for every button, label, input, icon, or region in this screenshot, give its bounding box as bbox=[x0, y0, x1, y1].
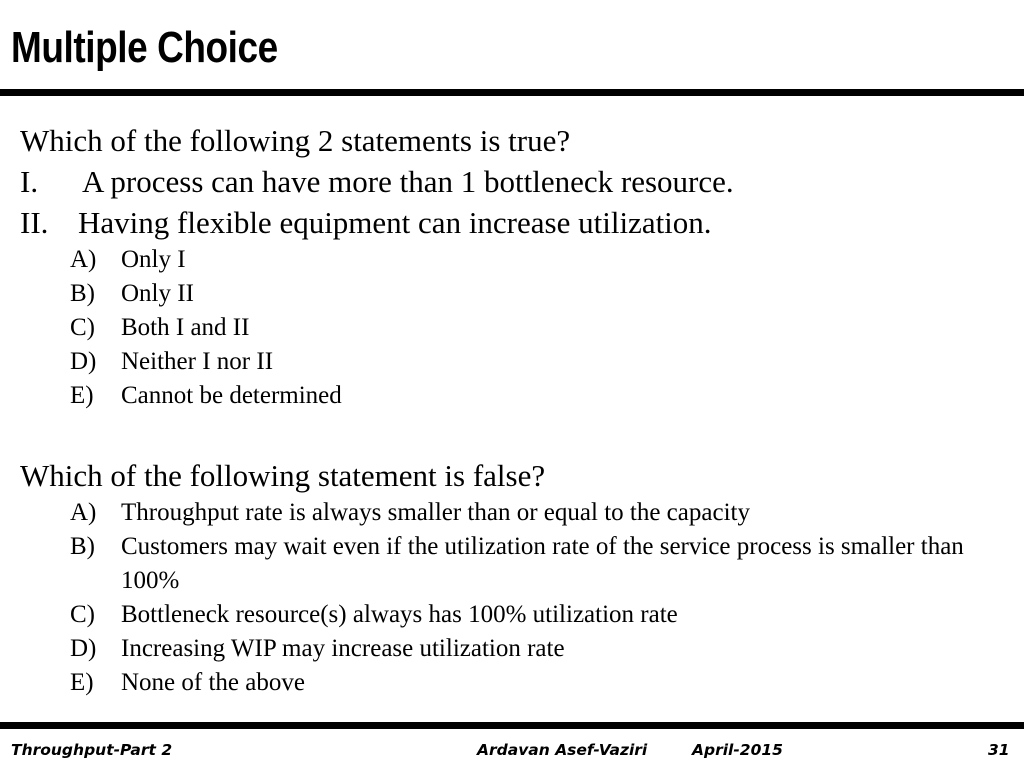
option-text: Customers may wait even if the utilization rate of the service process is smaller than 100% bbox=[121, 533, 964, 594]
answer-option bbox=[20, 632, 1020, 666]
footer-divider bbox=[0, 722, 1024, 729]
answer-option bbox=[20, 311, 1020, 345]
question-2-options bbox=[20, 496, 1020, 700]
question-spacer bbox=[20, 413, 1020, 455]
statement-2 bbox=[20, 202, 1020, 243]
answer-option bbox=[20, 666, 1020, 700]
answer-option bbox=[20, 530, 1020, 598]
answer-option bbox=[20, 496, 1020, 530]
option-text: Cannot be determined bbox=[121, 382, 342, 409]
option-text: Throughput rate is always smaller than or equal to the capacity bbox=[121, 499, 750, 526]
title-divider bbox=[0, 89, 1024, 96]
option-letter: A) bbox=[70, 246, 97, 273]
statement-number: I. bbox=[20, 164, 39, 199]
page-number: 31 bbox=[988, 741, 1010, 759]
option-text: Both I and II bbox=[121, 314, 250, 341]
question-1-options bbox=[20, 243, 1020, 413]
option-text: Neither I nor II bbox=[121, 348, 274, 375]
footer-topic: Throughput-Part 2 bbox=[11, 741, 173, 759]
option-text: Increasing WIP may increase utilization rate bbox=[121, 635, 565, 662]
option-text: Only II bbox=[121, 280, 194, 307]
option-text: Bottleneck resource(s) always has 100% utilization rate bbox=[121, 601, 678, 628]
option-letter: B) bbox=[70, 533, 95, 560]
answer-option bbox=[20, 345, 1020, 379]
slide-title: Multiple Choice bbox=[11, 23, 278, 72]
option-letter: D) bbox=[70, 348, 97, 375]
option-letter: C) bbox=[70, 314, 95, 341]
option-letter: C) bbox=[70, 601, 95, 628]
option-letter: B) bbox=[70, 280, 95, 307]
statement-1 bbox=[20, 161, 1020, 202]
statement-text: Having flexible equipment can increase utilization. bbox=[78, 205, 712, 240]
answer-option bbox=[20, 277, 1020, 311]
option-letter: D) bbox=[70, 635, 97, 662]
option-text: Only I bbox=[121, 246, 186, 273]
statement-text: A process can have more than 1 bottleneck resource. bbox=[82, 164, 734, 199]
option-letter: A) bbox=[70, 499, 97, 526]
statement-number: II. bbox=[20, 205, 49, 240]
answer-option bbox=[20, 379, 1020, 413]
answer-option bbox=[20, 243, 1020, 277]
question-1-prompt: Which of the following 2 statements is true? bbox=[20, 123, 571, 158]
question-2-prompt: Which of the following statement is false? bbox=[20, 458, 546, 493]
answer-option bbox=[20, 598, 1020, 632]
option-letter: E) bbox=[70, 669, 94, 696]
footer-author: Ardavan Asef-Vaziri bbox=[477, 741, 648, 759]
slide-content bbox=[20, 120, 1020, 700]
option-letter: E) bbox=[70, 382, 94, 409]
option-text: None of the above bbox=[121, 669, 305, 696]
footer-date: April-2015 bbox=[692, 741, 783, 759]
